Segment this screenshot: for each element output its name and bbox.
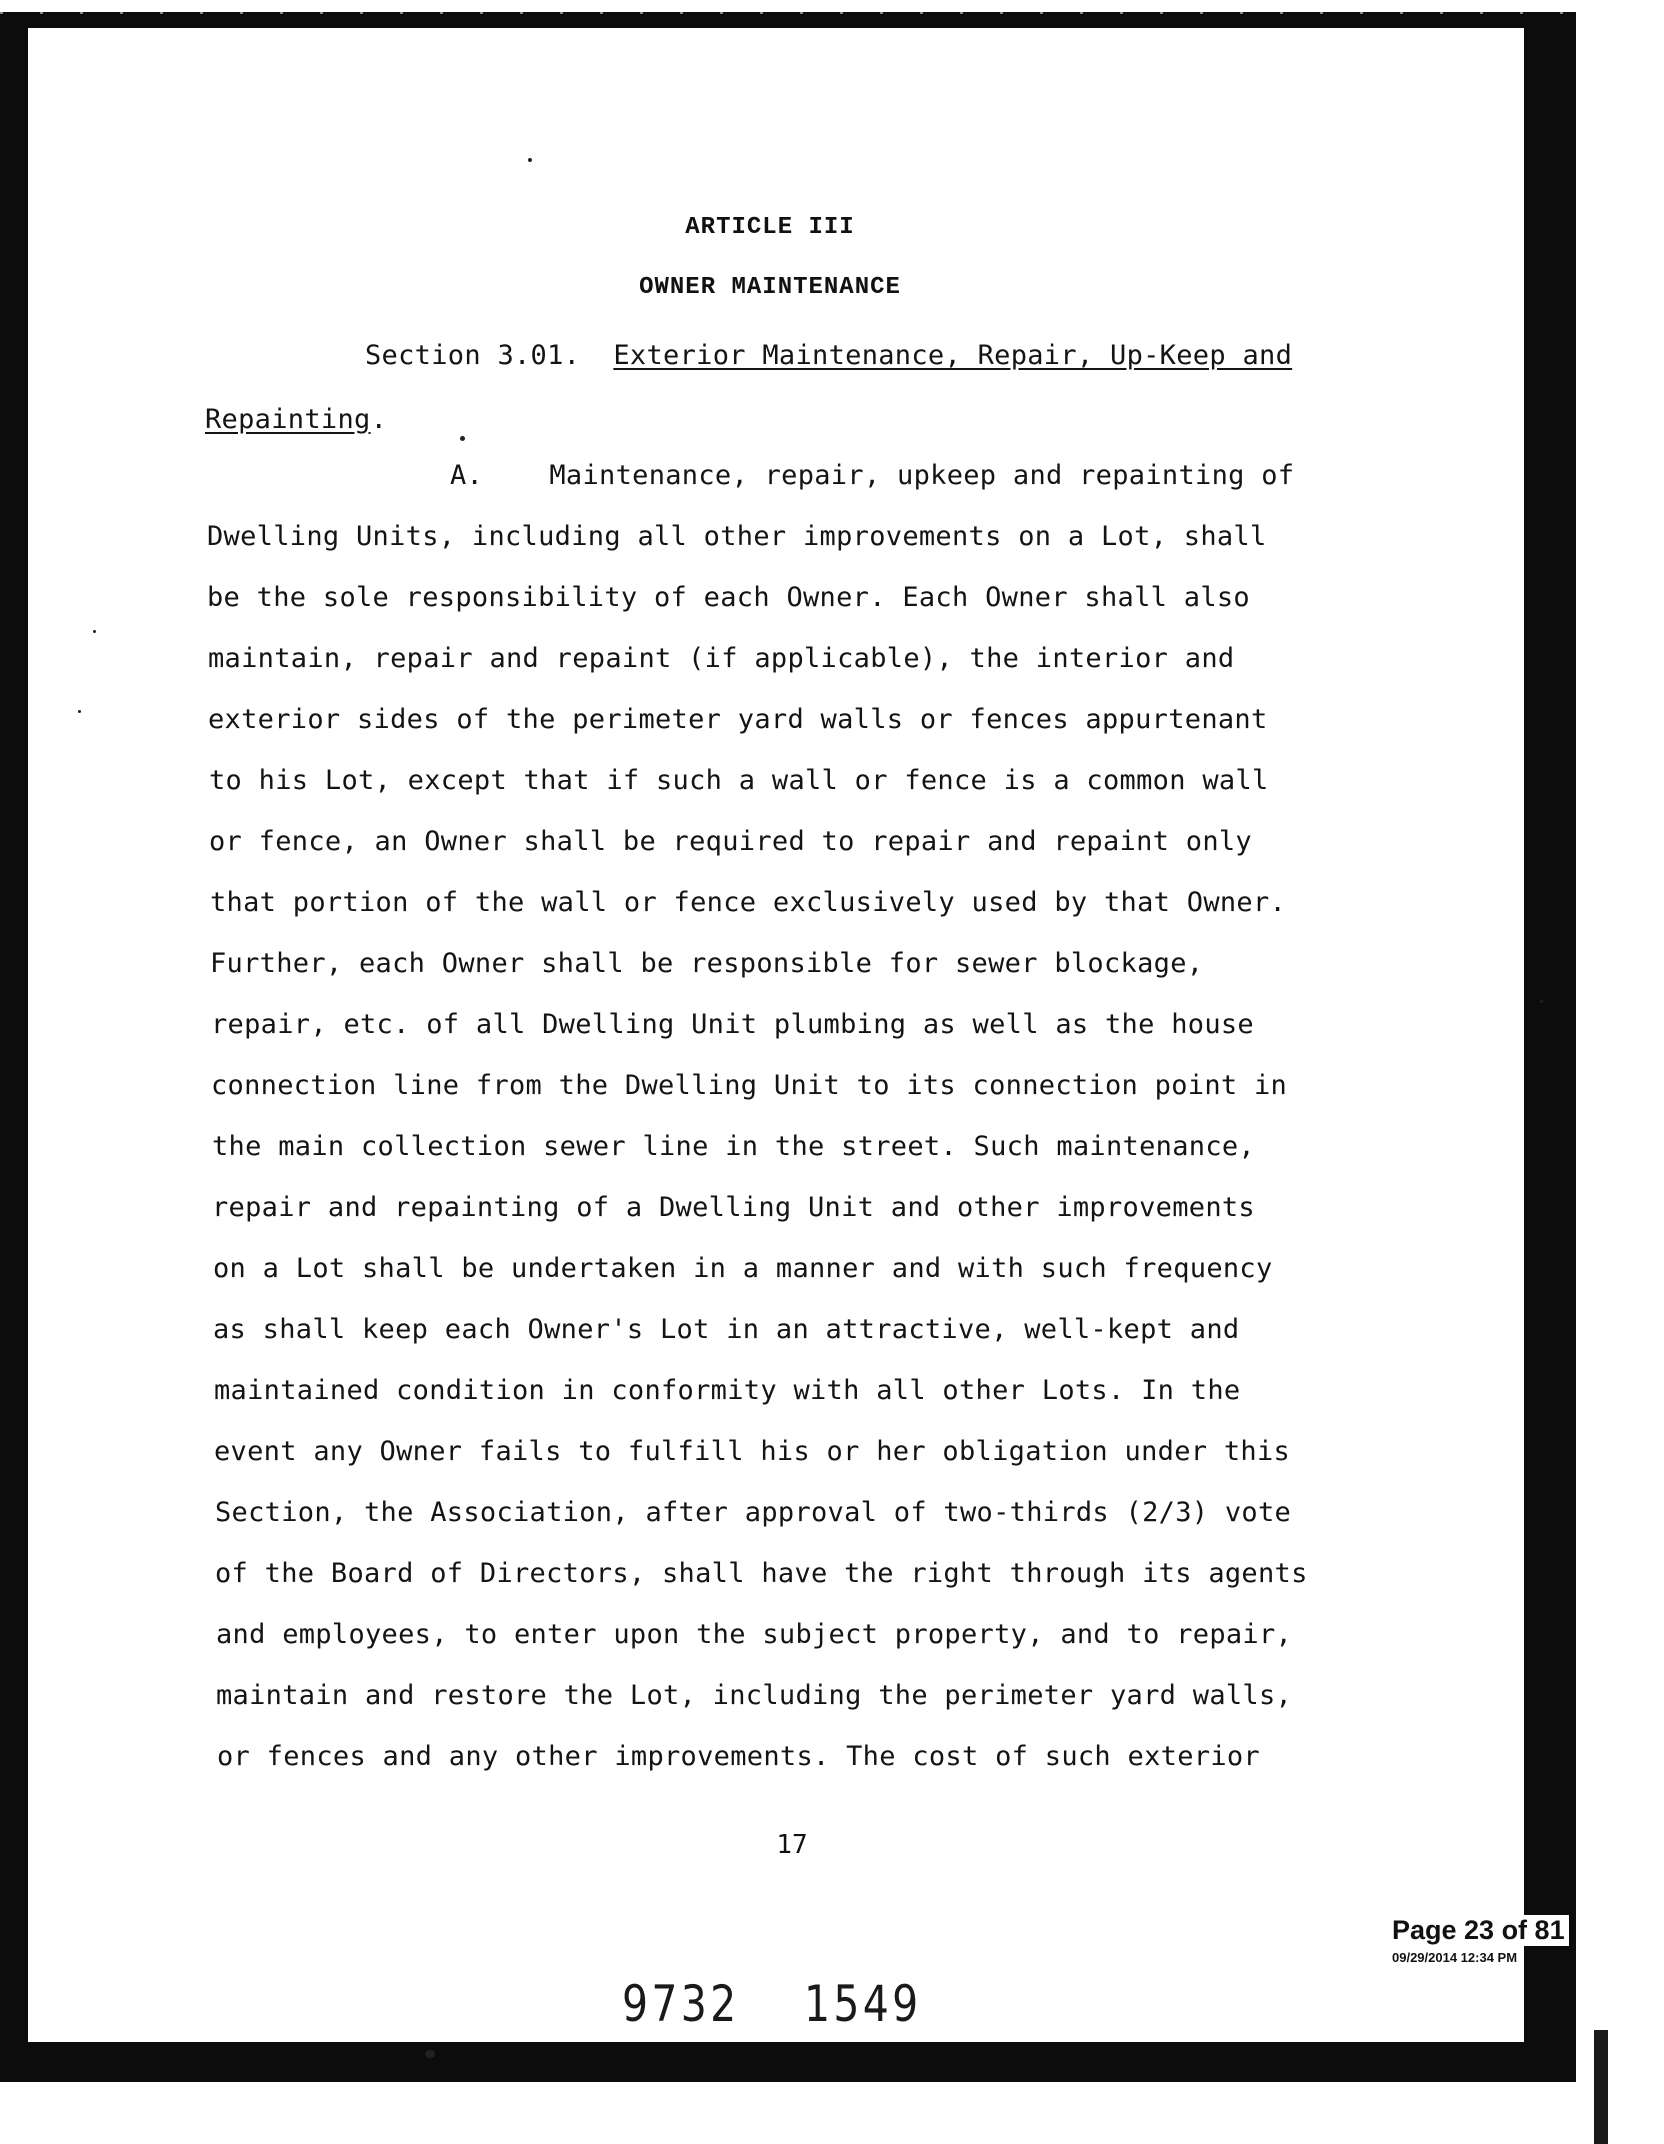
paragraph-line: repair and repainting of a Dwelling Unit and other improvements [212,1192,1255,1223]
paragraph-line: Section, the Association, after approval of two-thirds (2/3) vote [215,1497,1292,1528]
section-title-continued: Repainting [205,404,371,435]
paragraph-line: maintain, repair and repaint (if applicable), the interior and [208,643,1235,674]
recording-page-label: Page 23 of 81 [1388,1915,1569,1946]
section-heading-continuation [205,404,387,435]
book-page-number: 1549 [804,1975,922,2033]
scan-speck [78,710,81,713]
scan-speck [1540,1000,1543,1003]
recording-datetime: 09/29/2014 12:34 PM [1388,1950,1521,1965]
scan-speck [528,158,532,162]
scan-speck [93,630,96,633]
book-number: 9732 [622,1975,740,2033]
paragraph-a-first-line [450,460,1294,491]
article-heading: ARTICLE III [685,214,855,241]
paragraph-line: be the sole responsibility of each Owner. Each Owner shall also [207,582,1250,613]
paragraph-line: event any Owner fails to fulfill his or her obligation under this [214,1436,1291,1467]
paragraph-line: Maintenance, repair, upkeep and repainting of [549,460,1295,491]
paragraph-line: of the Board of Directors, shall have the right through its agents [215,1558,1308,1589]
scan-edge-strip [1594,2030,1608,2144]
paragraph-line: the main collection sewer line in the street. Such maintenance, [212,1131,1255,1162]
paragraph-line: repair, etc. of all Dwelling Unit plumbing as well as the house [211,1009,1254,1040]
paragraph-line: Dwelling Units, including all other improvements on a Lot, shall [207,521,1267,552]
paragraph-line: as shall keep each Owner's Lot in an attractive, well-kept and [213,1314,1240,1345]
paragraph-line: or fence, an Owner shall be required to repair and repaint only [209,826,1252,857]
section-heading-line [365,340,1292,371]
paragraph-line: that portion of the wall or fence exclusively used by that Owner. [210,887,1287,918]
section-number: Section 3.01. [365,340,581,371]
page-number: 17 [776,1830,808,1860]
paragraph-line: or fences and any other improvements. The cost of such exterior [217,1741,1260,1772]
paragraph-line: to his Lot, except that if such a wall or fence is a common wall [209,765,1269,796]
paragraph-line: maintain and restore the Lot, including the perimeter yard walls, [216,1680,1293,1711]
section-title-period: . [370,404,388,435]
paragraph-marker: A. [450,460,484,491]
paragraph-line: maintained condition in conformity with all other Lots. In the [214,1375,1241,1406]
paragraph-line: Further, each Owner shall be responsible for sewer blockage, [210,948,1204,979]
paragraph-line: and employees, to enter upon the subject property, and to repair, [216,1619,1293,1650]
scan-speck [425,2050,435,2058]
article-title: OWNER MAINTENANCE [639,274,901,301]
paragraph-line: exterior sides of the perimeter yard walls or fences appurtenant [208,704,1268,735]
paragraph-line: connection line from the Dwelling Unit to its connection point in [211,1070,1288,1101]
section-title: Exterior Maintenance, Repair, Up-Keep and [613,340,1293,371]
paragraph-line: on a Lot shall be undertaken in a manner and with such frequency [213,1253,1273,1284]
scan-speck [460,436,465,441]
